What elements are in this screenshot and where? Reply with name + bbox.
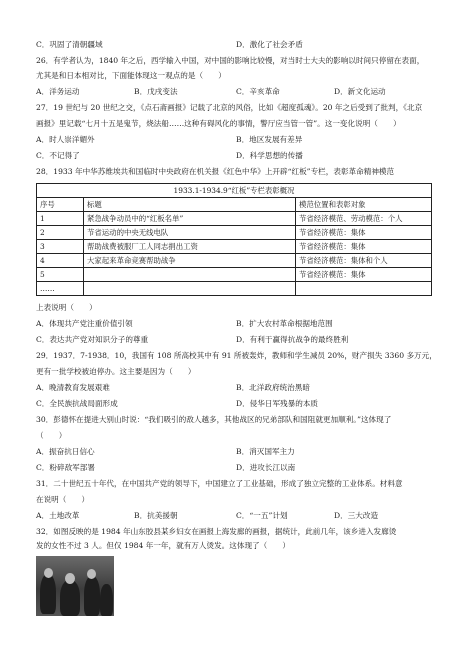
- table-cell: [84, 282, 296, 296]
- q27-option-a: A．时人崇洋媚外: [36, 135, 95, 144]
- q25-option-c: C．巩固了清朝疆域: [36, 40, 103, 49]
- photo-figure: [40, 574, 56, 614]
- q31-stem-line1: 31．二十世纪五十年代，在中国共产党的领导下，中国建立了工业基础，形成了独立完整的工业体系。材料意: [36, 479, 403, 488]
- photo-figure: [84, 576, 100, 616]
- table-cell: 节省经济模范：集体: [296, 226, 432, 240]
- q27-stem-line1: 27．19 世纪与 20 世纪之交，《点石斋画报》记载了北京的风俗，比如《超度孤魂》。20 年之后受到了批判，《北京: [36, 103, 423, 112]
- table-caption: 1933.1-1934.9“红板”专栏表彰概况: [37, 184, 432, 198]
- q26-option-b: B．戊戌变法: [134, 87, 178, 96]
- q26-option-a: A．洋务运动: [36, 87, 80, 96]
- table-cell: [84, 268, 296, 282]
- photo-face: [87, 569, 96, 579]
- table-row: [37, 240, 432, 254]
- table-row: [37, 226, 432, 240]
- table-cell: 紧急战争动员中的“红板名单”: [84, 212, 296, 226]
- table-row: [37, 212, 432, 226]
- q27-option-b: B．地区发展有差异: [236, 135, 303, 144]
- table-header: 标题: [84, 198, 296, 212]
- photo-figure: [100, 584, 113, 616]
- q25-option-d: D．激化了社会矛盾: [236, 40, 303, 49]
- q31-option-d: D．三大改造: [334, 511, 379, 520]
- table-header-row: [37, 198, 432, 212]
- honor-board-table: [36, 183, 432, 296]
- q29-option-a: A．晚清教育发展艰难: [36, 383, 110, 392]
- q29-option-c: C．全民族抗战局面形成: [36, 399, 118, 408]
- table-cell: 5: [37, 268, 84, 282]
- q31-stem-line2: 在说明（ ）: [36, 495, 90, 504]
- hair-salon-photo: [36, 556, 114, 616]
- table-cell: 节省运动的中央无线电队: [84, 226, 296, 240]
- q27-stem-line2: 画报》里记载“七月十五是鬼节，烧法船……这种有碍风化的事情，警厅应当管一管”。这一变化说明（ ）: [36, 119, 401, 128]
- q27-option-c: C．不记得了: [36, 151, 80, 160]
- q32-stem-line1: 32．如图反映的是 1984 年山东胶县某乡妇女在画报上海发廊的画报，据统计，此前几年，该乡进入发廊烫: [36, 527, 397, 536]
- q30-stem-line2: （ ）: [36, 431, 67, 440]
- q31-option-a: A．土地改革: [36, 511, 80, 520]
- table-cell: 节省经济模范、劳动模范：个人: [296, 212, 432, 226]
- table-cell: 大家起来革命竞赛帮助战争: [84, 254, 296, 268]
- q32-stem-line2: 发的女性不过 3 人。但仅 1984 年一年，就有万人烫发。这体现了（ ）: [36, 541, 291, 550]
- table-row: [37, 268, 432, 282]
- table-cell: 节省经济模范：集体: [296, 240, 432, 254]
- q29-stem-line1: 29．1937．7-1938．10，我国有 108 所高校其中有 91 所被轰炸，教师和学生减员 20%，财产损失 3360 多万元，: [36, 351, 437, 360]
- q29-option-d: D．侵华日军残暴的本质: [236, 399, 319, 408]
- table-cell: 1: [37, 212, 84, 226]
- table-cell: 3: [37, 240, 84, 254]
- q30-option-d: D．进攻长江以南: [236, 463, 296, 472]
- table-row: [37, 282, 432, 296]
- q28-option-c: C．表达共产党对知识分子的尊重: [36, 335, 149, 344]
- q29-option-b: B．北洋政府统治黑暗: [236, 383, 310, 392]
- q28-stem: 28．1933 年中华苏维埃共和国临时中央政府在机关报《红色中华》上开辟“红板”专栏，表彰革命精神模范: [36, 167, 395, 176]
- q29-stem-line2: 更有一批学校被迫停办。这主要是因为（ ）: [36, 367, 196, 376]
- table-cell: 节省经济模范：集体: [296, 268, 432, 282]
- q31-option-c: C．“一五”计划: [236, 511, 288, 520]
- table-cell: 4: [37, 254, 84, 268]
- q28-option-b: B．扩大农村革命根据地范围: [236, 319, 333, 328]
- q28-prompt: 上表说明（ ）: [36, 303, 97, 312]
- q26-option-d: D．新文化运动: [334, 87, 386, 96]
- q27-option-d: D．科学思想的传播: [236, 151, 303, 160]
- q30-option-b: B．消灭国军主力: [236, 447, 295, 456]
- table-cell: 帮助战费被服厂工人同志捐出工资: [84, 240, 296, 254]
- q31-option-b: B．抗美援朝: [134, 511, 178, 520]
- q28-option-a: A．体现共产党注重价值引领: [36, 319, 133, 328]
- q26-stem-line2: 尤其是和日本相对比，下面能体现这一观点的是（ ）: [36, 71, 226, 80]
- photo-figure: [60, 580, 80, 616]
- q30-stem-line1: 30．彭德怀在提进大别山时说：“我们吸引的敌人越多，其他战区的兄弟部队和国阻就更加顺利。”这体现了: [36, 415, 392, 424]
- table-row: [37, 254, 432, 268]
- table-cell: [296, 282, 432, 296]
- photo-face: [65, 573, 75, 584]
- q30-option-a: A．振奋抗日信心: [36, 447, 95, 456]
- q26-option-c: C．辛亥革命: [236, 87, 280, 96]
- q28-option-d: D．有利于赢得抗战争的最终胜利: [236, 335, 349, 344]
- table-cell: ……: [37, 282, 84, 296]
- q30-option-c: C．粉碎敌军部署: [36, 463, 95, 472]
- table-header: 模范位置和表彰对象: [296, 198, 432, 212]
- table-header: 序号: [37, 198, 84, 212]
- photo-face: [44, 568, 53, 578]
- table-cell: 节省经济模范：集体和个人: [296, 254, 432, 268]
- q26-stem-line1: 26．有学者认为，1840 年之后，西学输入中国，对中国的影响比较慢，对当时士大夫的影响以时间只停留在表面，: [36, 56, 425, 65]
- table-caption-row: [37, 184, 432, 198]
- table-cell: 2: [37, 226, 84, 240]
